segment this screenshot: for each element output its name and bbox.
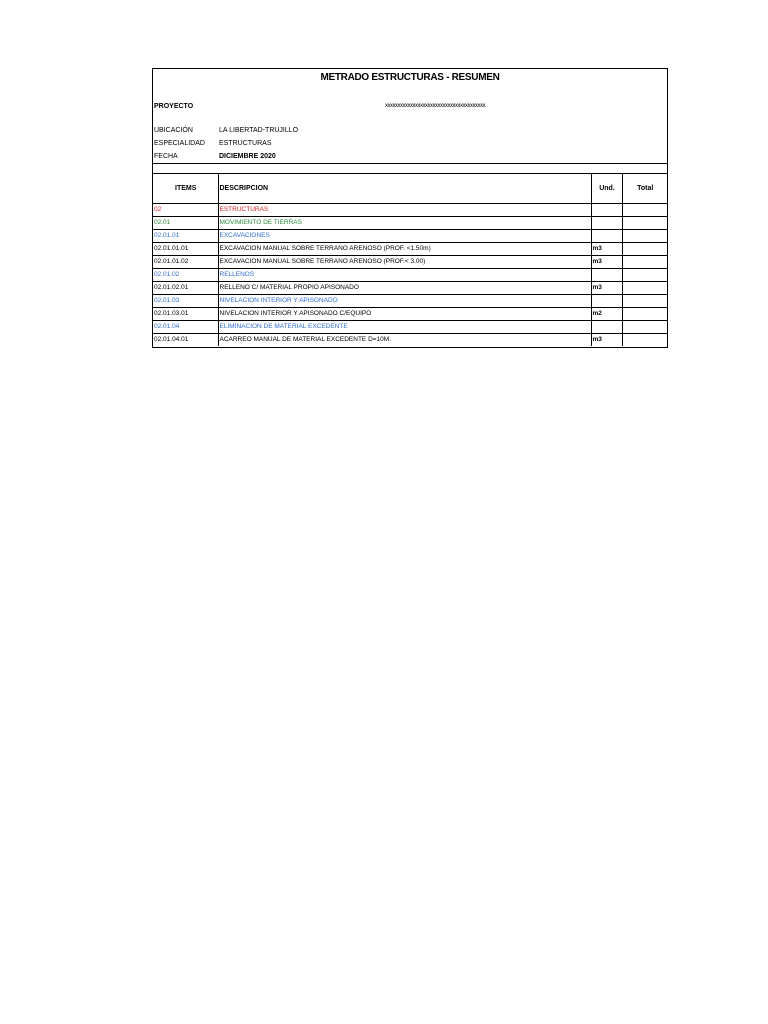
header-divider-top: [153, 163, 667, 164]
row-unit: m3: [591, 334, 622, 347]
row-description: EXCAVACION MANUAL SOBRE TERRANO ARENOSO (PROF.< 3.00): [218, 256, 591, 269]
row-unit: m3: [591, 256, 622, 269]
row-description: ELIMINACION DE MATERIAL EXCEDENTE: [218, 321, 591, 334]
column-header-description: DESCRIPCION: [218, 174, 591, 204]
row-total: [622, 334, 667, 347]
row-item-code: 02.01.01: [153, 230, 218, 243]
row-description: EXCAVACION MANUAL SOBRE TERRANO ARENOSO (PROF. <1.50m): [218, 243, 591, 256]
column-header-total: Total: [622, 174, 667, 204]
row-unit: m3: [591, 282, 622, 295]
row-unit: [591, 295, 622, 308]
row-total: [622, 204, 667, 217]
row-description: NIVELACION INTERIOR Y APISONADO: [218, 295, 591, 308]
date-value: DICIEMBRE 2020: [219, 153, 276, 160]
table-header-row: [153, 174, 667, 204]
row-total: [622, 243, 667, 256]
items-table: [153, 173, 667, 346]
row-description: MOVIMIENTO DE TIERRAS: [218, 217, 591, 230]
row-description: ACARREO MANUAL DE MATERIAL EXCEDENTE D=10M.: [218, 334, 591, 347]
location-value: LA LIBERTAD-TRUJILLO: [219, 127, 299, 134]
row-item-code: 02.01.02: [153, 269, 218, 282]
row-item-code: 02.01.03: [153, 295, 218, 308]
specialty-value: ESTRUCTURAS: [219, 140, 272, 147]
metrado-sheet: [152, 68, 668, 348]
row-description: RELLENO C/ MATERIAL PROPIO APISONADO: [218, 282, 591, 295]
row-unit: [591, 204, 622, 217]
page-title: METRADO ESTRUCTURAS - RESUMEN: [320, 72, 500, 83]
row-item-code: 02.01.01.01: [153, 243, 218, 256]
row-item-code: 02.01: [153, 217, 218, 230]
table-row: [153, 295, 667, 308]
row-item-code: 02: [153, 204, 218, 217]
table-row: [153, 256, 667, 269]
table-row: [153, 282, 667, 295]
date-label: FECHA: [154, 153, 178, 160]
table-body: [153, 204, 667, 347]
row-total: [622, 269, 667, 282]
row-total: [622, 217, 667, 230]
table-row: [153, 230, 667, 243]
location-label: UBICACIÓN: [154, 127, 193, 134]
specialty-label: ESPECIALIDAD: [154, 140, 205, 147]
row-total: [622, 230, 667, 243]
table-row: [153, 243, 667, 256]
project-value: xxxxxxxxxxxxxxxxxxxxxxxxxxxxxxxxxxxxxxxx: [385, 103, 485, 109]
row-description: RELLENOS: [218, 269, 591, 282]
row-item-code: 02.01.02.01: [153, 282, 218, 295]
row-total: [622, 282, 667, 295]
row-total: [622, 295, 667, 308]
row-item-code: 02.01.01.02: [153, 256, 218, 269]
column-header-items: ITEMS: [153, 174, 218, 204]
row-total: [622, 321, 667, 334]
row-unit: m3: [591, 243, 622, 256]
row-item-code: 02.01.03.01: [153, 308, 218, 321]
row-unit: [591, 217, 622, 230]
row-total: [622, 256, 667, 269]
row-description: NIVELACION INTERIOR Y APISONADO C/EQUIPO: [218, 308, 591, 321]
row-item-code: 02.01.04: [153, 321, 218, 334]
row-unit: [591, 269, 622, 282]
table-row: [153, 204, 667, 217]
row-unit: m2: [591, 308, 622, 321]
row-unit: [591, 230, 622, 243]
row-description: EXCAVACIONES: [218, 230, 591, 243]
row-description: ESTRUCTURAS: [218, 204, 591, 217]
table-row: [153, 269, 667, 282]
table-row: [153, 308, 667, 321]
row-total: [622, 308, 667, 321]
project-label: PROYECTO: [154, 103, 194, 110]
table-row: [153, 321, 667, 334]
column-header-unit: Und.: [591, 174, 622, 204]
row-item-code: 02.01.04.01: [153, 334, 218, 347]
table-row: [153, 334, 667, 347]
table-row: [153, 217, 667, 230]
row-unit: [591, 321, 622, 334]
